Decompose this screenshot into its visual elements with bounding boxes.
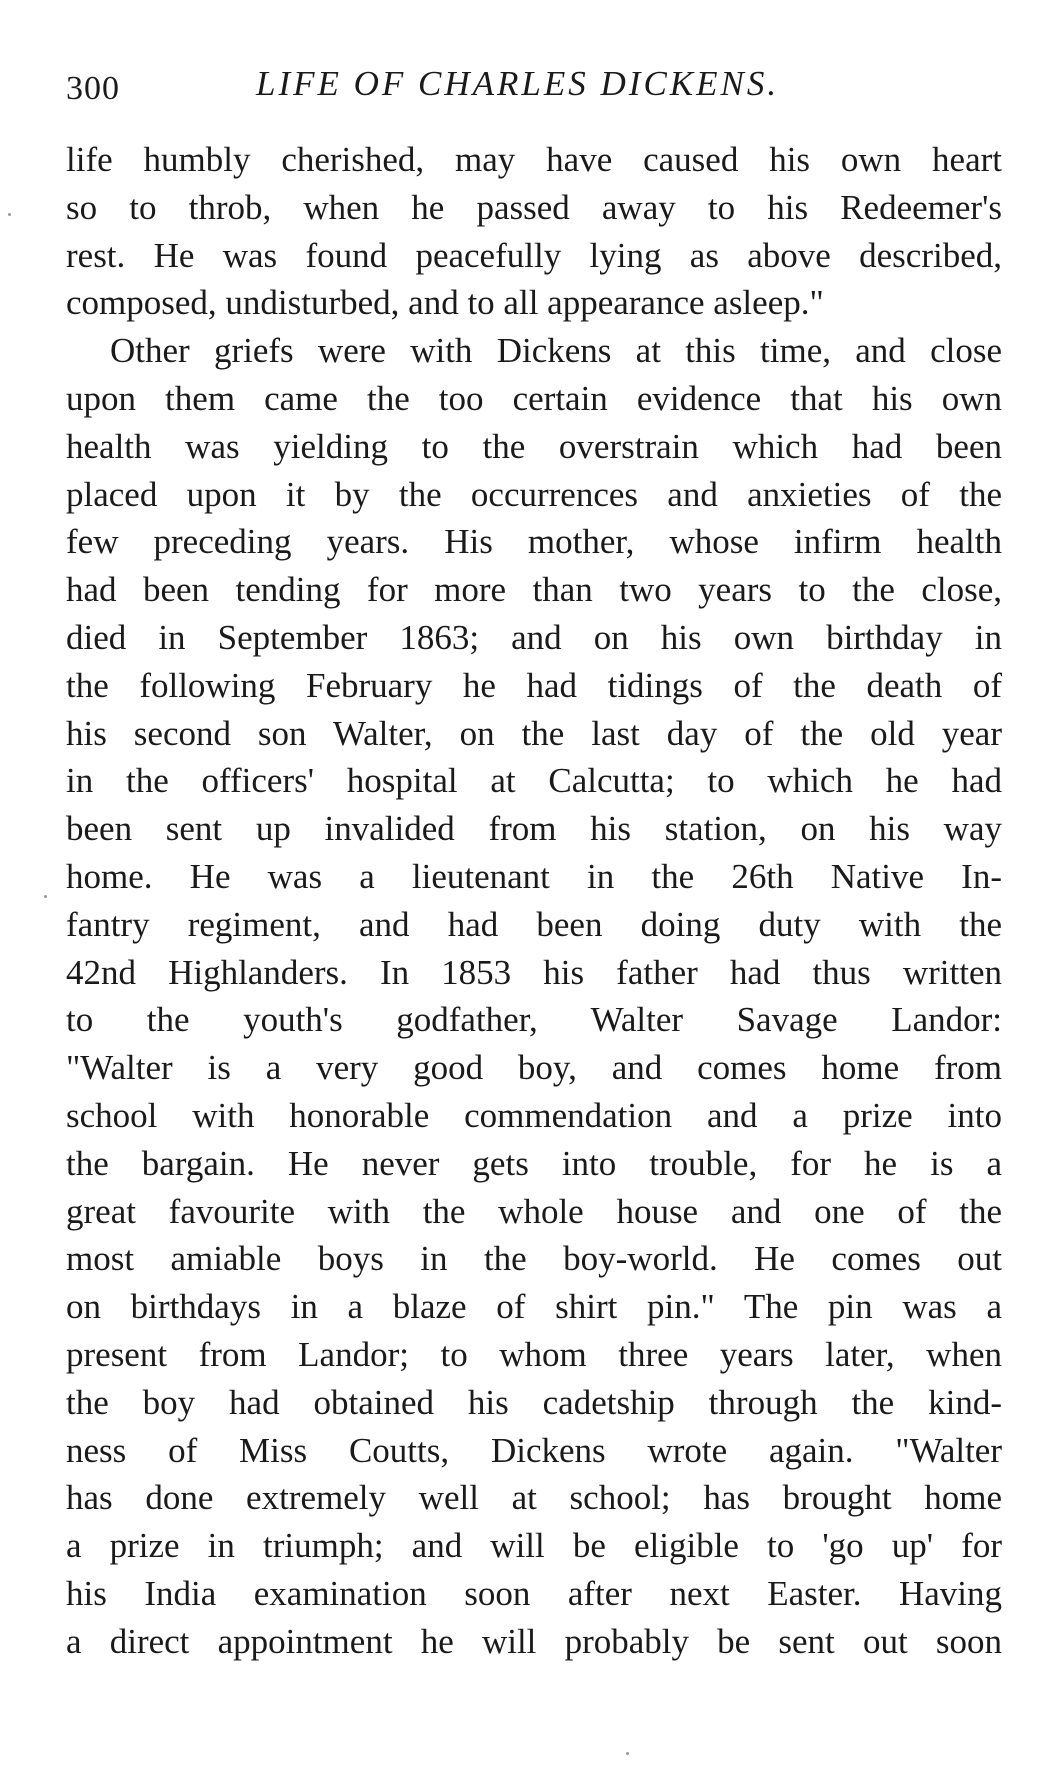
- running-head: [66, 64, 1006, 114]
- text-line: life humbly cherished, may have caused his own heart: [66, 140, 1002, 179]
- paragraph-first-line: Other griefs were with Dickens at this time, and close: [110, 331, 1002, 371]
- text-line: died in September 1863; and on his own birthday in: [66, 617, 1002, 657]
- text-line: the bargain. He never gets into trouble, for he is a: [66, 1143, 1002, 1183]
- book-page: [66, 64, 1006, 1666]
- text-line: his India examination soon after next Easter. Having: [66, 1573, 1002, 1613]
- running-title: LIFE OF CHARLES DICKENS.: [256, 64, 780, 103]
- text-line: on birthdays in a blaze of shirt pin." The pin was a: [66, 1287, 1002, 1327]
- text-line: had been tending for more than two years to the close,: [66, 570, 1002, 610]
- text-line: been sent up invalided from his station, on his way: [66, 809, 1002, 849]
- text-line: school with honorable commendation and a prize into: [66, 1095, 1002, 1135]
- body-text: [66, 136, 1006, 1666]
- text-line: upon them came the too certain evidence that his own: [66, 378, 1002, 418]
- text-line: few preceding years. His mother, whose infirm health: [66, 522, 1002, 562]
- text-line: present from Landor; to whom three years later, when: [66, 1334, 1002, 1374]
- text-line: placed upon it by the occurrences and anxieties of the: [66, 474, 1002, 514]
- text-line: rest. He was found peacefully lying as above described,: [66, 235, 1002, 275]
- text-line: the following February he had tidings of the death of: [66, 665, 1002, 705]
- text-line: the boy had obtained his cadetship through the kind-: [66, 1382, 1002, 1422]
- text-line: great favourite with the whole house and one of the: [66, 1191, 1002, 1231]
- text-line: 42nd Highlanders. In 1853 his father had thus written: [66, 952, 1002, 992]
- text-line: to the youth's godfather, Walter Savage Landor:: [66, 1000, 1002, 1040]
- text-line: most amiable boys in the boy-world. He comes out: [66, 1239, 1002, 1279]
- text-line: fantry regiment, and had been doing duty with the: [66, 904, 1002, 944]
- text-line: his second son Walter, on the last day of the old year: [66, 713, 1002, 753]
- text-line: so to throb, when he passed away to his Redeemer's: [66, 187, 1002, 227]
- text-line: has done extremely well at school; has brought home: [66, 1478, 1002, 1518]
- text-line: in the officers' hospital at Calcutta; to which he had: [66, 761, 1002, 801]
- text-line: composed, undisturbed, and to all appearance asleep.": [66, 283, 824, 323]
- paper-speck: [44, 895, 47, 898]
- paper-speck: [8, 213, 11, 216]
- page-number: 300: [66, 70, 120, 107]
- text-line: ness of Miss Coutts, Dickens wrote again. "Walter: [66, 1430, 1002, 1470]
- text-line: a direct appointment he will probably be sent out soon: [66, 1621, 1002, 1661]
- text-line: health was yielding to the overstrain which had been: [66, 426, 1002, 466]
- paper-speck: [626, 1752, 629, 1755]
- text-line: a prize in triumph; and will be eligible to 'go up' for: [66, 1526, 1002, 1566]
- text-line: home. He was a lieutenant in the 26th Native In-: [66, 856, 1002, 896]
- text-line: "Walter is a very good boy, and comes home from: [66, 1048, 1002, 1088]
